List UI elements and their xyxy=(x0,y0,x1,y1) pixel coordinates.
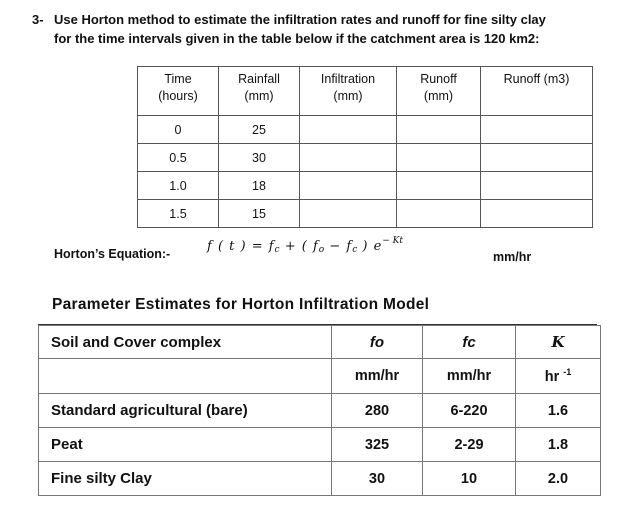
header-runoff-m3-label: Runoff (m3) xyxy=(503,72,570,86)
param-soil-name: Peat xyxy=(39,428,332,462)
header-infiltration-label: Infiltration xyxy=(320,72,376,86)
param-header-row-1 xyxy=(39,326,601,359)
param-unit-k-base: hr xyxy=(544,369,560,385)
question-text-line-1: Use Horton method to estimate the infiltration rates and runoff for fine silty clay xyxy=(54,12,546,27)
param-fc: 2-29 xyxy=(423,428,516,462)
rainfall-data-table xyxy=(137,66,593,228)
header-runoff-label: Runoff xyxy=(420,72,457,86)
cell-runoff-m3 xyxy=(481,200,593,228)
header-runoff xyxy=(397,67,481,116)
header-runoff-unit: (mm) xyxy=(423,89,454,103)
eq-fc2: f xyxy=(346,239,353,254)
cell-runoff xyxy=(397,200,481,228)
param-fc: 6-220 xyxy=(423,394,516,428)
param-unit-k-exp: -1 xyxy=(563,367,572,377)
param-unit-fc: mm/hr xyxy=(423,359,516,394)
cell-infiltration xyxy=(300,144,397,172)
param-fo: 325 xyxy=(332,428,423,462)
param-header-soil: Soil and Cover complex xyxy=(39,326,332,359)
eq-fo: f xyxy=(312,239,319,254)
cell-runoff-m3 xyxy=(481,144,593,172)
eq-fc2-sub: c xyxy=(352,245,358,255)
param-fo: 30 xyxy=(332,462,423,496)
horton-equation-label: Horton’s Equation:- xyxy=(54,247,171,261)
param-soil-name: Standard agricultural (bare) xyxy=(39,394,332,428)
header-time xyxy=(138,67,219,116)
eq-fc-sub: c xyxy=(274,245,280,255)
eq-exponent: − Kt xyxy=(382,236,404,246)
header-rainfall-unit: (mm) xyxy=(244,89,274,103)
cell-time: 0.5 xyxy=(138,144,219,172)
cell-rainfall: 25 xyxy=(219,116,300,144)
equation-units: mm/hr xyxy=(493,250,532,264)
eq-plus: + ( xyxy=(279,239,313,254)
param-k: 1.6 xyxy=(516,394,601,428)
eq-lhs: f ( t ) = xyxy=(207,239,269,254)
parameter-table xyxy=(38,325,601,496)
param-header-row-2 xyxy=(39,359,601,394)
cell-runoff-m3 xyxy=(481,172,593,200)
param-header-k: K xyxy=(516,326,601,359)
param-unit-fo: mm/hr xyxy=(332,359,423,394)
cell-runoff-m3 xyxy=(481,116,593,144)
header-runoff-m3 xyxy=(481,67,593,116)
eq-minus: − xyxy=(324,239,347,254)
table-row xyxy=(39,394,601,428)
header-rainfall xyxy=(219,67,300,116)
cell-time: 1.5 xyxy=(138,200,219,228)
cell-infiltration xyxy=(300,116,397,144)
cell-infiltration xyxy=(300,200,397,228)
cell-rainfall: 15 xyxy=(219,200,300,228)
table-row xyxy=(138,200,593,228)
question-number: 3- xyxy=(32,12,44,27)
horton-equation xyxy=(207,236,403,255)
cell-runoff xyxy=(397,116,481,144)
eq-fc: f xyxy=(268,239,275,254)
table-row xyxy=(138,116,593,144)
table-row xyxy=(138,144,593,172)
parameter-table-title: Parameter Estimates for Horton Infiltration Model xyxy=(52,296,430,313)
header-time-label: Time xyxy=(164,72,192,86)
cell-runoff xyxy=(397,144,481,172)
table-row xyxy=(138,172,593,200)
param-header-fc: fc xyxy=(423,326,516,359)
param-header-blank xyxy=(39,359,332,394)
eq-close: ) e xyxy=(357,239,383,254)
table-row xyxy=(39,428,601,462)
data-table-header-row xyxy=(138,67,593,116)
question-text-line-2: for the time intervals given in the table below if the catchment area is 120 km2: xyxy=(54,31,540,46)
param-header-fo: fo xyxy=(332,326,423,359)
header-infiltration xyxy=(300,67,397,116)
header-rainfall-label: Rainfall xyxy=(238,72,280,86)
param-soil-name: Fine silty Clay xyxy=(39,462,332,496)
cell-time: 0 xyxy=(138,116,219,144)
param-fc: 10 xyxy=(423,462,516,496)
eq-fo-sub: o xyxy=(318,245,325,255)
header-infiltration-unit: (mm) xyxy=(333,89,363,103)
cell-time: 1.0 xyxy=(138,172,219,200)
table-row xyxy=(39,462,601,496)
param-k: 2.0 xyxy=(516,462,601,496)
param-fo: 280 xyxy=(332,394,423,428)
header-time-unit: (hours) xyxy=(158,89,198,103)
param-unit-k xyxy=(516,359,601,394)
cell-rainfall: 18 xyxy=(219,172,300,200)
param-k: 1.8 xyxy=(516,428,601,462)
cell-rainfall: 30 xyxy=(219,144,300,172)
cell-infiltration xyxy=(300,172,397,200)
cell-runoff xyxy=(397,172,481,200)
